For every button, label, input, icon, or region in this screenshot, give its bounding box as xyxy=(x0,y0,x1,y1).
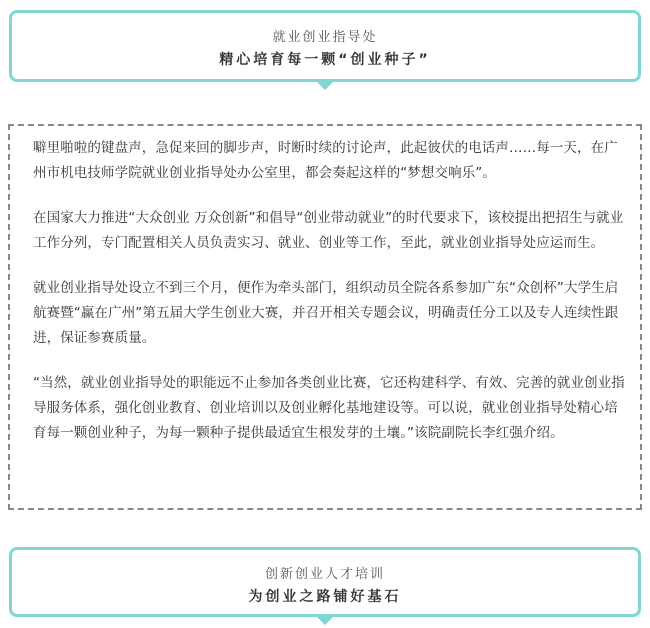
paragraph: 噼里啪啦的键盘声，急促来回的脚步声，时断时续的讨论声，此起彼伏的电话声……每一天，在广州市机电技师学院就业创业指导处办公室里，都会奏起这样的“梦想交响乐”。 xyxy=(33,140,618,181)
section-header-innovation xyxy=(9,547,641,617)
paragraph: “当然，就业创业指导处的职能远不止参加各类创业比赛，它还构建科学、有效、完善的就业创业指导服务体系，强化创业教育、创业培训以及创业孵化基地建设等。可以说，就业创业指导处精心培育每一颗创业种子，为每一颗种子提供最适宜生根发芽的土壤。”该院副院长李红强介绍。 xyxy=(33,375,625,441)
section-header-employment xyxy=(9,10,641,82)
article-body xyxy=(8,124,642,510)
paragraph: 就业创业指导处设立不到三个月，便作为牵头部门，组织动员全院各系参加广东“众创杯”大学生启航赛暨“赢在广州”第五届大学生创业大赛，并召开相关专题会议，明确责任分工以及专人连续性跟进，保证参赛质量。 xyxy=(33,280,619,346)
paragraph: 在国家大力推进“大众创业 万众创新”和倡导“创业带动就业”的时代要求下，该校提出把招生与就业工作分列，专门配置相关人员负责实习、就业、创业等工作，至此，就业创业指导处应运而生。 xyxy=(33,210,624,251)
section-title: 精心培育每一颗“创业种子” xyxy=(219,52,431,68)
pointer-arrow-icon xyxy=(316,616,334,625)
section-subtitle: 创新创业人才培训 xyxy=(264,567,385,582)
pointer-arrow-icon xyxy=(316,81,334,90)
section-subtitle: 就业创业指导处 xyxy=(272,30,378,45)
section-title: 为创业之路铺好基石 xyxy=(248,589,402,605)
